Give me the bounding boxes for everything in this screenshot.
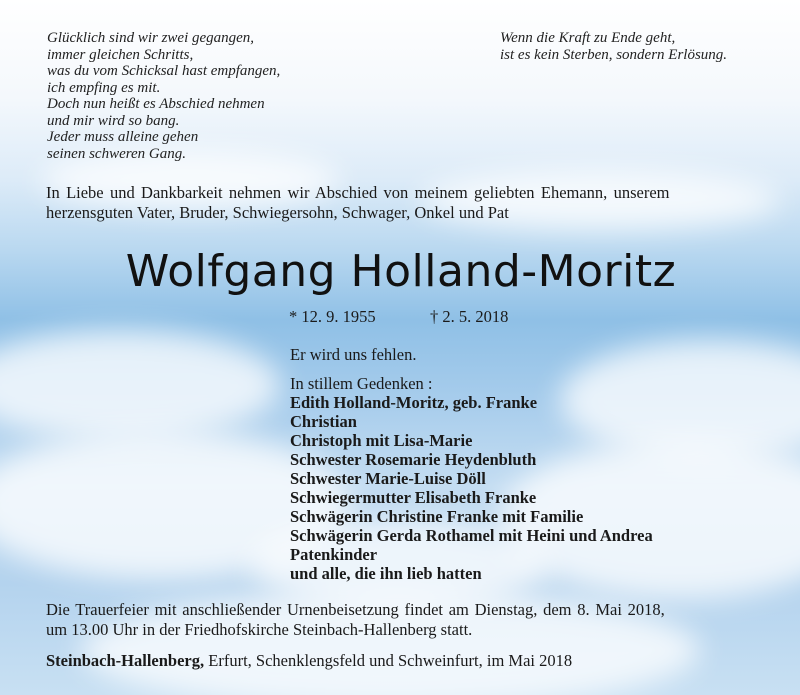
- poem-line: immer gleichen Schritts,: [47, 46, 194, 63]
- mourner-name: Schwägerin Christine Franke mit Familie: [290, 507, 584, 526]
- mourner-name: Schwägerin Gerda Rothamel mit Heini und Andrea: [290, 526, 653, 545]
- intro-line: herzensguten Vater, Bruder, Schwiegersohn, Schwager, Onkel und Pat: [46, 203, 509, 222]
- poem-line: und mir wird so bang.: [47, 112, 180, 129]
- poem-left: [47, 30, 280, 162]
- memory-line: In stillem Gedenken :: [290, 374, 433, 393]
- place-date-line: [46, 651, 756, 671]
- funeral-line: Die Trauerfeier mit anschließender Urnenbeisetzung findet am Dienstag, dem 8. Mai 2018,: [46, 600, 665, 619]
- mourner-name: Schwester Marie-Luise Döll: [290, 469, 486, 488]
- mourner-name: und alle, die ihn lieb hatten: [290, 564, 482, 583]
- mourner-name: Patenkinder: [290, 545, 378, 564]
- poem-line: was du vom Schicksal hast empfangen,: [47, 63, 281, 79]
- place-rest: Erfurt, Schenklengsfeld und Schweinfurt, im Mai 2018: [204, 651, 573, 670]
- mourner-name: Christian: [290, 412, 357, 431]
- place-bold: Steinbach-Hallenberg,: [46, 651, 205, 670]
- poem-line: Doch nun heißt es Abschied nehmen: [47, 96, 265, 112]
- poem-line: seinen schweren Gang.: [47, 145, 186, 162]
- deceased-name: Wolfgang Holland-Moritz: [125, 246, 677, 297]
- poem-line: ich empfing es mit.: [47, 79, 161, 96]
- mourner-name: Christoph mit Lisa-Marie: [290, 431, 473, 450]
- poem-line: ist es kein Sterben, sondern Erlösung.: [500, 46, 728, 63]
- poem-line: Jeder muss alleine gehen: [47, 129, 199, 145]
- death-date: † 2. 5. 2018: [430, 307, 509, 326]
- intro-line: In Liebe und Dankbarkeit nehmen wir Abschied von meinem geliebten Ehemann, unserem: [46, 183, 670, 202]
- funeral-info: [46, 600, 756, 640]
- birth-date: * 12. 9. 1955: [289, 307, 376, 326]
- poem-right: [500, 30, 727, 63]
- mourner-name: Schwester Rosemarie Heydenbluth: [290, 450, 537, 469]
- poem-line: Wenn die Kraft zu Ende geht,: [500, 30, 676, 46]
- intro-text: [46, 183, 756, 223]
- missed-line: Er wird uns fehlen.: [290, 345, 417, 364]
- mourner-name: Edith Holland-Moritz, geb. Franke: [290, 393, 538, 412]
- funeral-line: um 13.00 Uhr in der Friedhofskirche Steinbach-Hallenberg statt.: [46, 620, 473, 639]
- mourner-name: Schwiegermutter Elisabeth Franke: [290, 488, 537, 507]
- poem-line: Glücklich sind wir zwei gegangen,: [47, 30, 255, 46]
